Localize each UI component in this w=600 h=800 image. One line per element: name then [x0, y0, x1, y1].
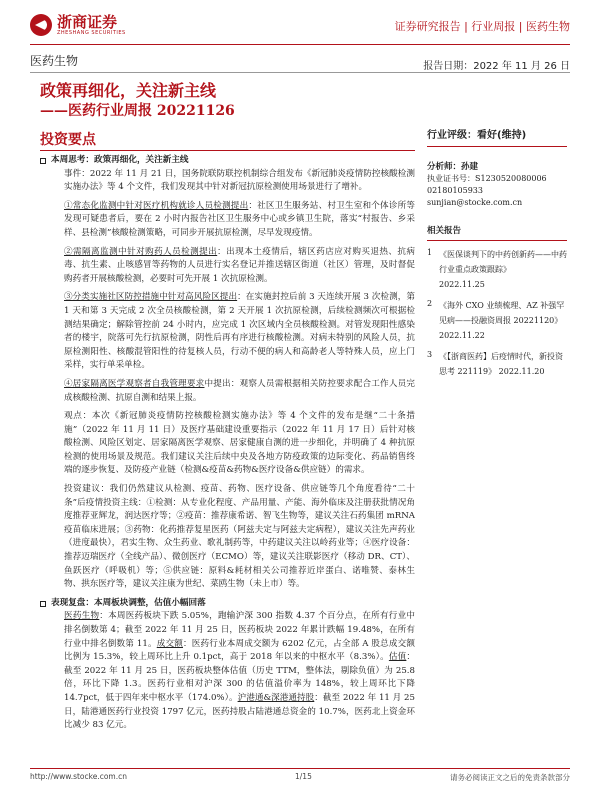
section-divider	[40, 150, 415, 151]
footer-url[interactable]: http://www.stocke.com.cn	[30, 772, 127, 781]
logo-icon	[30, 14, 52, 36]
perf-body-2: ：医药行业本周成交额为 6202 亿元，占全部 A 股总成交额比例为 15.3%，较上周环比上升 0.1pct，高于 2018 年以来的中枢水平（8.3%）。	[64, 638, 415, 663]
analyst-cert: 执业证书号：S1230520080006	[427, 174, 547, 183]
bullet-heading-performance	[40, 597, 415, 611]
paragraph-event: 事件：2022 年 11 月 21 日，国务院联防联控机制综合组发布《新冠肺炎疫情防控核酸检测实施办法》等 4 个文件，我们发现其中针对新冠抗原检测使用场景进行了增补。	[64, 168, 415, 193]
related-report-text	[439, 298, 567, 343]
related-report-title: 《【浙商医药】后疫情时代，新投资思考 221119》	[439, 352, 563, 376]
item-2-body: ：出现本土疫情后，辖区药店应对购买退热、抗病毒、抗生素、止咳感冒等药物的人员进行实名登记并推送辖区街道（社区）管理，及时督促购药者开展核酸检测，必要时可先开展 1 次抗原检测。	[64, 246, 415, 284]
section-title: 投资要点	[40, 132, 96, 148]
bullet-heading-weekly	[40, 154, 415, 168]
page-header	[30, 14, 570, 40]
paragraph-investment: 投资建议：我们仍然建议从检测、疫苗、药物、医疗设备、供应链等几个角度看待“二十条”后疫情投资主线：①检测：从专业化程度、产品用量、产能、海外临床及注册获批情况角度推荐亚辉龙，润达医疗等；②疫苗：推荐康希诺、智飞生物等，建议关注石药集团 mRNA 疫苗临床进展；③药物：化药推荐复星医药（阿兹夫定与阿兹夫定病程），建议关注先声药业（进度最快），君实生物、众生药业、歌礼制药等，中药建议关注以岭药业等；④医疗设备：推荐迈瑞医疗（全线产品）、微创医疗（ECMO）等，建议关注联影医疗（移动 DR、CT）、鱼跃医疗（呼吸机）等；⑤供应链：原料&耗材相关公司推荐近岸蛋白、诺唯赞、泰林生物、拱东医疗等，建议关注康为世纪、菜鸥生物（未上市）等。	[64, 484, 415, 590]
item-4-lead: ④居家隔离医学观察者自我管理要求	[64, 378, 205, 389]
related-report-title: 《海外 CXO 业绩梳理、AZ 补强罕见病——投融资周报 20221120》	[439, 301, 565, 325]
report-subtitle: ——医药行业周报 20221126	[40, 103, 235, 119]
related-report-text	[439, 349, 567, 379]
perf-body-1: ：本周医药板块下跌 5.05%，跑输沪深 300 指数 4.37 个百分点，在所有行业中排名倒数第 4；截至 2022 年 11 月 25 日，医药板块 2022 年累计跌幅 19.48%，在所有行业中排名倒数第 11。	[64, 611, 415, 649]
logo-sub: ZHESHANG SECURITIES	[57, 30, 126, 36]
item-2-lead: ②需隔离监测中针对购药人员检测提出	[64, 246, 218, 257]
related-report[interactable]	[427, 349, 567, 379]
related-report-number: 1	[427, 248, 433, 257]
turnover-lead: 成交额	[156, 638, 183, 649]
bullet-heading-text: 本周思考：政策再细化，关注新主线	[51, 155, 189, 165]
related-report-date: 2022.11.25	[439, 280, 485, 289]
industry-rating: 行业评级：看好(维持)	[427, 130, 567, 147]
perf-body-3: ：截至 2022 年 11 月 25 日，医药板块整体估值（历史 TTM，整体法，剔除负值）为 25.8 倍，环比下降 1.3。医药行业相对沪深 300 的估值溢价率为 148%，较上周环比下降 14.7pct，低于四年来中枢水平（174.0%）。	[64, 652, 415, 703]
item-3-body: ：在实施封控后前 3 天连续开展 3 次检测，第 1 天和第 3 天完成 2 次全员核酸检测，第 2 天开展 1 次抗原检测，后续检测频次可根据检测结果确定；解除管控前 24 小时内，应完成 1 次区域内全员核酸检测。对管发现阳性感染者的楼宇，院落可先行抗原检测，阴性后再有序进行核酸检测。对病未特别的风险人员，抗原检测阳性、核酸混管阳性的待复核人员，行动不便的病人和高龄老人等特殊人员，应上门采样，实行单采单检。	[64, 292, 415, 371]
northbound-lead: 沪港通&深港通持股	[237, 692, 315, 703]
related-report[interactable]	[427, 247, 567, 292]
related-report[interactable]	[427, 298, 567, 343]
related-reports-heading: 相关报告	[427, 225, 567, 241]
item-3-lead: ③分类实施社区防控措施中针对高风险区提出	[64, 292, 238, 303]
logo-name: 浙商证券	[57, 13, 118, 31]
paragraph-item-4	[40, 378, 415, 405]
sidebar	[427, 130, 567, 379]
related-report-number: 3	[427, 350, 433, 359]
valuation-lead: 估值	[388, 652, 407, 663]
related-report-title: 《医保谈判下的中药创新药——中药行业重点政策跟踪》	[439, 250, 567, 274]
paragraph-item-1	[40, 200, 415, 241]
footer-disclaimer: 请务必阅读正文之后的免责条款部分	[450, 773, 570, 782]
bullet-heading-text: 表现复盘：本周板块调整，估值小幅回落	[51, 597, 206, 608]
page-number: 1/15	[295, 772, 312, 781]
paragraph-performance	[40, 610, 415, 732]
related-report-date: 2022.11.20	[498, 367, 545, 376]
analyst-block	[427, 161, 567, 209]
paragraph-item-3	[40, 291, 415, 373]
report-date: 报告日期：2022 年 11 月 26 日	[423, 61, 570, 72]
square-bullet-icon	[40, 601, 46, 607]
perf-lead: 医药生物	[64, 611, 100, 622]
item-4-body: 中提出：观察人员需根据相关防控要求配合工作人员完成核酸检测、抗原自测和结果上报。	[64, 378, 415, 403]
sector-tag: 医药生物	[30, 54, 79, 68]
analyst-name: 分析师：孙建	[427, 162, 479, 172]
related-report-text	[439, 247, 567, 292]
footer-divider	[30, 768, 570, 769]
related-report-date: 2022.11.22	[439, 331, 485, 340]
paragraph-item-2	[40, 246, 415, 287]
breadcrumb: 证券研究报告 | 行业周报 | 医药生物	[394, 20, 570, 33]
square-bullet-icon	[40, 158, 46, 164]
item-1-lead: ①常态化监测中针对医疗机构就诊人员检测提出	[64, 200, 249, 211]
analyst-phone: 02180105933	[427, 186, 483, 195]
subheader-divider	[30, 72, 570, 73]
company-logo	[30, 14, 126, 36]
report-title: 政策再细化，关注新主线	[40, 81, 217, 100]
header-divider	[30, 44, 570, 45]
related-report-number: 2	[427, 299, 433, 308]
analyst-email[interactable]: sunjian@stocke.com.cn	[427, 198, 523, 207]
paragraph-viewpoint: 观点：本次《新冠肺炎疫情防控核酸检测实施办法》等 4 个文件的发布是继“二十条措施”（2022 年 11 月 11 日）及医疗基础建设重要指示（2022 年 11 月 17 日）后针对核酸检测、风险区划定、居家隔离医学观察、居家健康自测的进一步细化，并明确了 4 种抗原检测的使用场景及规范。我们建议关注后续中央及各地方防疫政策的边际变化、药品销售终端的逐步恢复、及防疫产业链（检测&疫苗&药物&医疗设备&供应链）的需求。	[64, 411, 415, 476]
item-1-body: ：社区卫生服务站、村卫生室和个体诊所等发现可疑患者后，要在 2 小时内报告社区卫生服务中心或乡镇卫生院，落实“村报告、乡采样、县检测”核酸检测策略，可同步开展抗原检测，尽早发现疫情。	[64, 200, 415, 238]
main-content	[40, 154, 415, 735]
perf-body-4: ：截至 2022 年 11 月 25 日，陆港通医药行业投资 1797 亿元，医药持股占陆港通总资金的 10.7%，医药北上资金环比减少 83 亿元。	[64, 692, 415, 731]
